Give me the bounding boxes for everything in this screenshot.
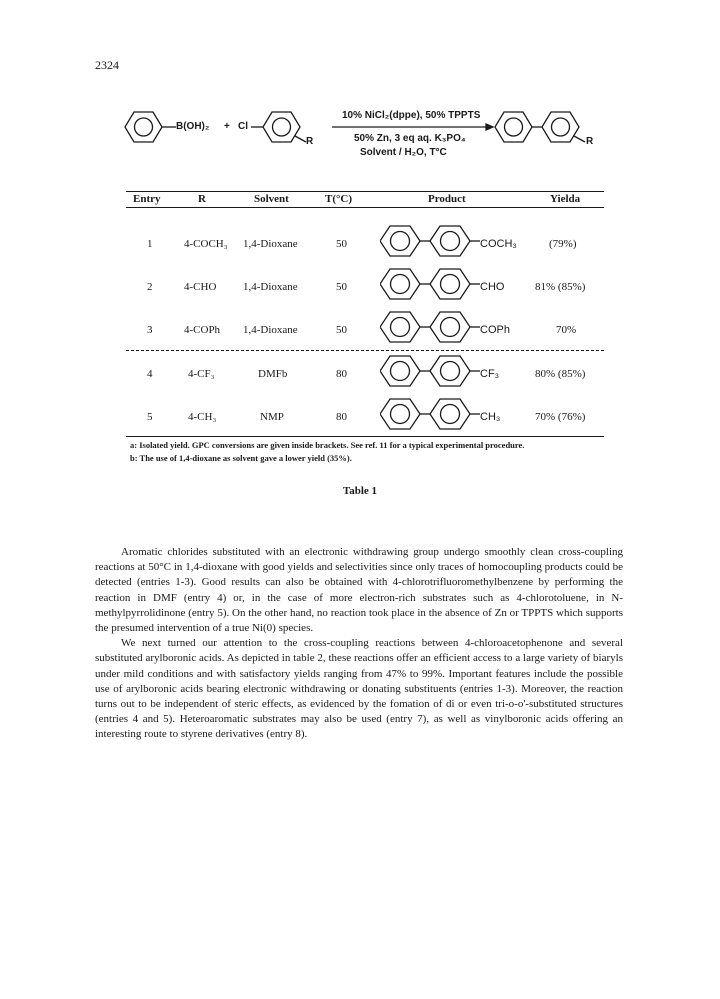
row-solvent: 1,4-Dioxane	[243, 238, 298, 250]
page-number: 2324	[95, 58, 119, 72]
row-solvent: DMFb	[258, 368, 288, 380]
paragraph: We next turned our attention to the cross-coupling reactions between 4-chloroacetophenone and several substituted arylboronic acids. As depicted in table 2, these reactions offer an efficient access to a large variety of biaryls under mild conditions and with satisfactory yields ranging from 47% to 99%. Important features include the possible use of arylboronic acids bearing electronic withdrawing or donating substituents (entries 1-3). Moreover, the reaction turns out to be independent of steric effects, as evidenced by the fomation of di or even tri-o-o'-substituted structures (entries 4 and 5). Heteroaromatic substrates may also be used (entry 7), as well as vinylboronic acids offering an interesting route to styrene derivatives (entry 8).	[95, 637, 623, 741]
header-solvent: Solvent	[254, 193, 289, 205]
row-solvent: 1,4-Dioxane	[243, 281, 298, 293]
reaction-arrow-head	[486, 124, 493, 130]
row-solvent: NMP	[260, 411, 284, 423]
boronic-acid-label: B(OH)₂	[176, 121, 210, 132]
row-r: 4-COPh	[184, 324, 221, 336]
row-r: 4-CHO	[184, 281, 217, 293]
row-yield: 70%	[556, 324, 577, 336]
row-entry: 4	[147, 368, 153, 380]
benzene-ring-product-a	[495, 112, 532, 142]
row-entry: 3	[147, 324, 153, 336]
product-substituent: CF₃	[480, 368, 500, 380]
biphenyl-structure	[380, 222, 484, 260]
row-r: 4-CF₃	[188, 368, 215, 380]
conditions-bottom-1: 50% Zn, 3 eq aq. K₃PO₄	[354, 133, 466, 144]
paragraph: Aromatic chlorides substituted with an electronic withdrawing group undergo smoothly clean cross-coupling reactions at 50°C in 1,4-dioxane with good yields and selectivities since only traces of homocoupling products could be detected (entries 1-3). Good results can also be obtained with 4-chlorotrifluoromethylbenzene by performing the reaction in DMF (entry 4) or, in the case of more electron-rich substrates such as 4-chlorotoluene, in N-methylpyrrolidinone (entry 5). On the other hand, no reaction took place in the absence of Zn or TPPTS which supports the presumed intervention of a true Ni(0) species.	[95, 546, 623, 635]
header-r: R	[198, 193, 206, 205]
conditions-top: 10% NiCl₂(dppe), 50% TPPTS	[342, 110, 481, 121]
table-title: Table 1	[342, 485, 378, 497]
product-substituent: CHO	[480, 281, 505, 293]
row-yield: 81% (85%)	[535, 281, 586, 293]
conditions-bottom-2: Solvent / H₂O, T°C	[360, 147, 447, 158]
row-temp: 50	[336, 281, 347, 293]
plus-sign: +	[224, 121, 230, 132]
table-bottom-rule	[126, 436, 604, 437]
row-temp: 80	[336, 368, 347, 380]
biphenyl-structure	[380, 352, 484, 390]
row-entry: 1	[147, 238, 153, 250]
row-temp: 50	[336, 324, 347, 336]
body-text	[95, 545, 623, 743]
chloro-label: Cl	[238, 121, 248, 132]
header-yield: Yielda	[550, 193, 581, 205]
biphenyl-structure	[380, 265, 484, 303]
r-substituent-right: R	[586, 136, 594, 147]
header-entry: Entry	[133, 193, 161, 205]
row-r: 4-COCH₃	[184, 238, 228, 250]
row-yield: 70% (76%)	[535, 411, 586, 423]
benzene-ring-product-b	[542, 112, 579, 142]
row-entry: 5	[147, 411, 153, 423]
table-header-rule	[126, 207, 604, 208]
product-substituent: COCH₃	[480, 238, 517, 250]
footnote-b: b: The use of 1,4-dioxane as solvent gave a lower yield (35%).	[130, 453, 352, 463]
footnote-a: a: Isolated yield. GPC conversions are given inside brackets. See ref. 11 for a typical experimental procedure.	[130, 440, 525, 450]
header-product: Product	[428, 193, 466, 205]
row-yield: 80% (85%)	[535, 368, 586, 380]
row-solvent: 1,4-Dioxane	[243, 324, 298, 336]
row-yield: (79%)	[549, 238, 577, 250]
reaction-scheme	[120, 98, 620, 178]
biphenyl-structure	[380, 308, 484, 346]
row-temp: 50	[336, 238, 347, 250]
r-substituent-left: R	[306, 136, 314, 147]
table-top-rule	[126, 191, 604, 192]
biphenyl-structure	[380, 395, 484, 433]
table-dashed-divider	[126, 350, 604, 351]
product-substituent: CH₃	[480, 411, 501, 423]
product-substituent: COPh	[480, 324, 510, 336]
row-entry: 2	[147, 281, 153, 293]
header-temp: T(°C)	[325, 193, 353, 205]
benzene-ring-chloro	[263, 112, 300, 142]
row-temp: 80	[336, 411, 347, 423]
row-r: 4-CH₃	[188, 411, 217, 423]
benzene-ring-boronic	[125, 112, 162, 142]
